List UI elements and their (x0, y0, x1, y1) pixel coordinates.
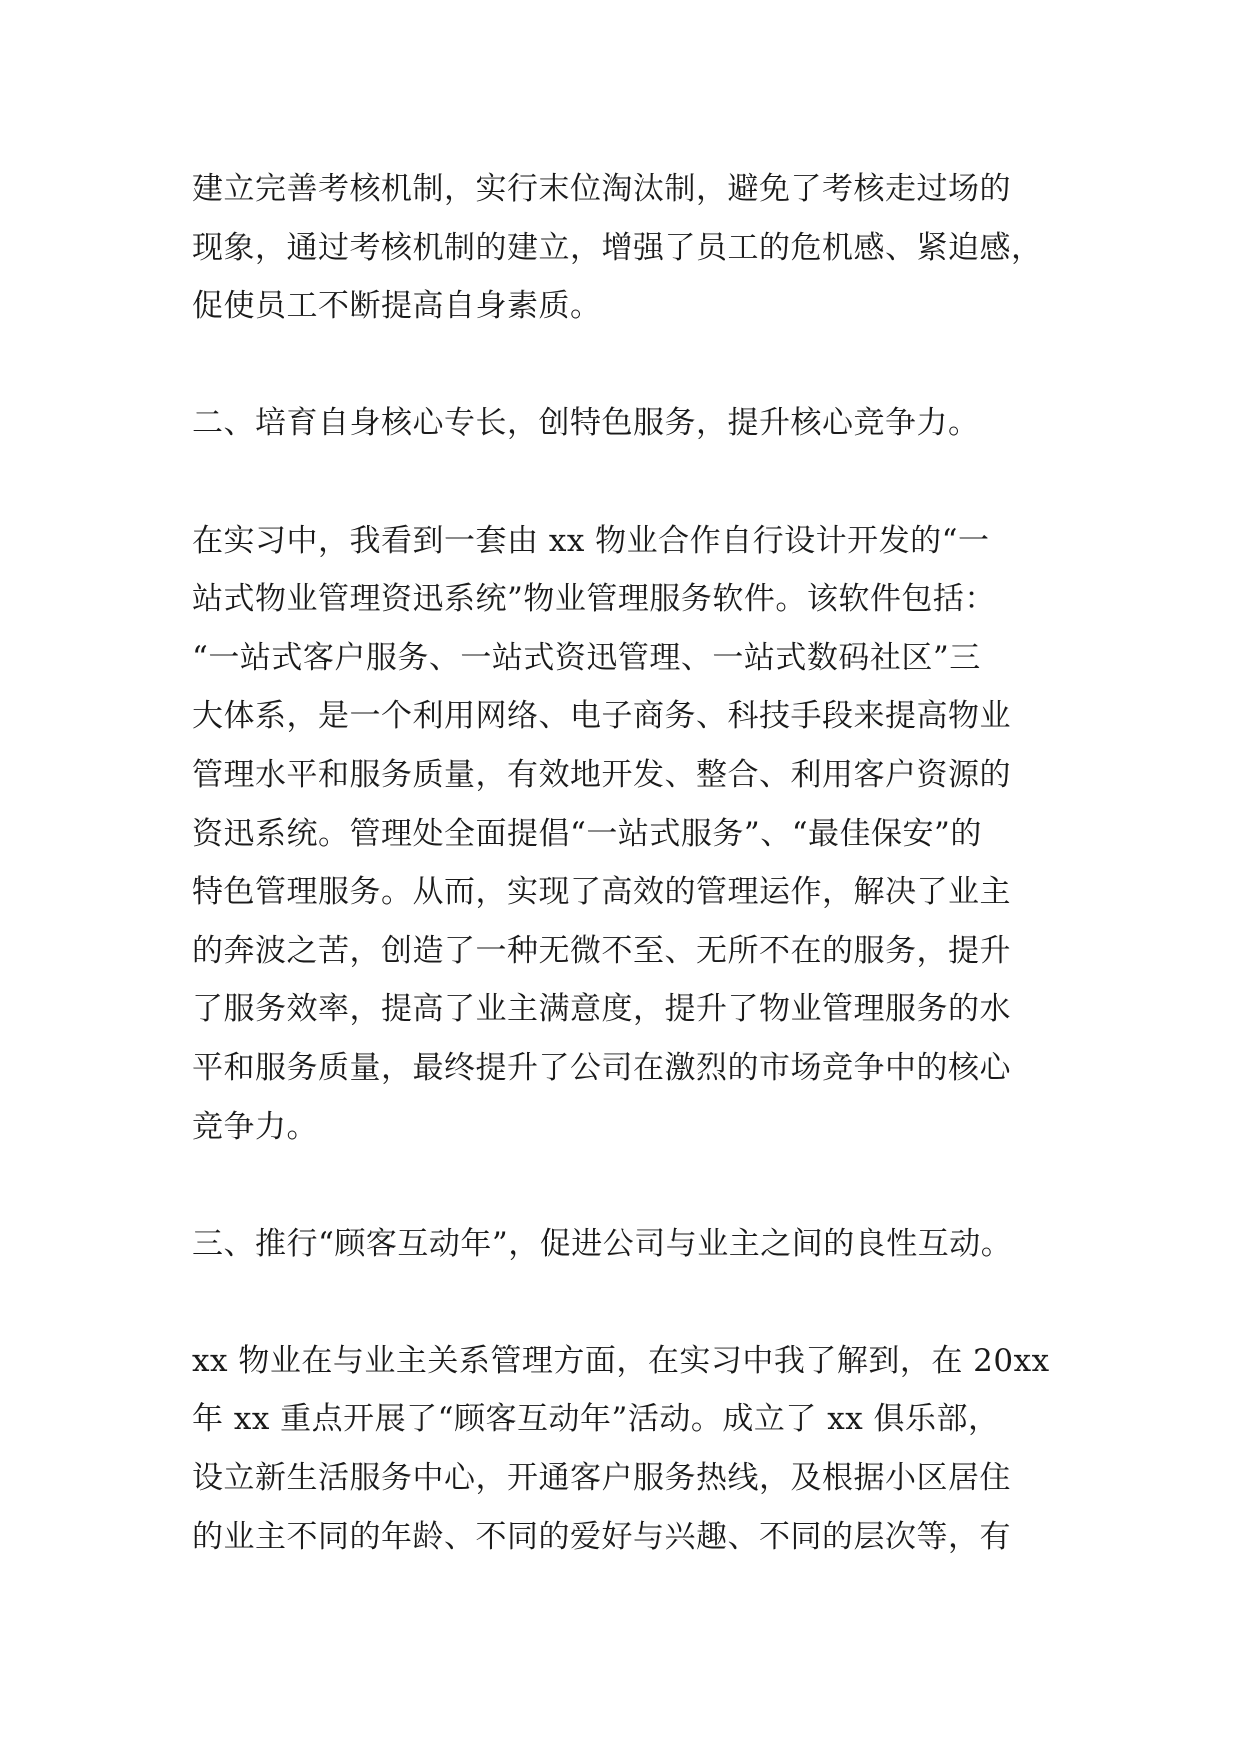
paragraph-gap (192, 453, 1062, 512)
section-heading-2 (192, 394, 1062, 453)
section-heading-3 (192, 1215, 1062, 1274)
paragraph-assessment (192, 160, 1062, 336)
text-line: 的奔波之苦，创造了一种无微不至、无所不在的服务，提升 (192, 932, 1011, 969)
text-line: 竞争力。 (192, 1108, 318, 1145)
text-line: 促使员工不断提高自身素质。 (192, 288, 602, 325)
paragraph-customer-interaction (192, 1332, 1062, 1566)
text-line: 大体系，是一个利用网络、电子商务、科技手段来提高物业 (192, 698, 1011, 735)
heading-line: 三、推行“顾客互动年”，促进公司与业主之间的良性互动。 (192, 1225, 1013, 1262)
text-line: 管理水平和服务质量，有效地开发、整合、利用客户资源的 (192, 756, 1011, 793)
text-line: 的业主不同的年龄、不同的爱好与兴趣、不同的层次等，有 (192, 1518, 1011, 1555)
text-line: 设立新生活服务中心，开通客户服务热线，及根据小区居住 (192, 1460, 1011, 1497)
text-line: 年 xx 重点开展了“顾客互动年”活动。成立了 xx 俱乐部， (192, 1401, 1000, 1438)
paragraph-software-system (192, 512, 1062, 1157)
paragraph-gap (192, 1156, 1062, 1215)
heading-line: 二、培育自身核心专长，创特色服务，提升核心竞争力。 (192, 405, 980, 442)
paragraph-gap (192, 336, 1062, 395)
paragraph-gap (192, 1273, 1062, 1332)
text-line: 建立完善考核机制，实行末位淘汰制，避免了考核走过场的 (192, 171, 1011, 207)
text-line: 特色管理服务。从而，实现了高效的管理运作，解决了业主 (192, 874, 1011, 911)
text-line: xx 物业在与业主关系管理方面，在实习中我了解到，在 20xx (192, 1342, 1050, 1379)
text-line: 资迅系统。管理处全面提倡“一站式服务”、“最佳保安”的 (192, 815, 982, 852)
text-line: 了服务效率，提高了业主满意度，提升了物业管理服务的水 (192, 991, 1011, 1028)
text-line: 站式物业管理资迅系统”物业管理服务软件。该软件包括： (192, 581, 996, 618)
document-body (192, 160, 1062, 1566)
text-line: 平和服务质量，最终提升了公司在激烈的市场竞争中的核心 (192, 1049, 1011, 1086)
text-line: “一站式客户服务、一站式资迅管理、一站式数码社区”三 (192, 639, 981, 676)
text-line: 现象，通过考核机制的建立，增强了员工的危机感、紧迫感， (192, 229, 1043, 266)
text-line: 在实习中，我看到一套由 xx 物业合作自行设计开发的“一 (192, 522, 990, 559)
